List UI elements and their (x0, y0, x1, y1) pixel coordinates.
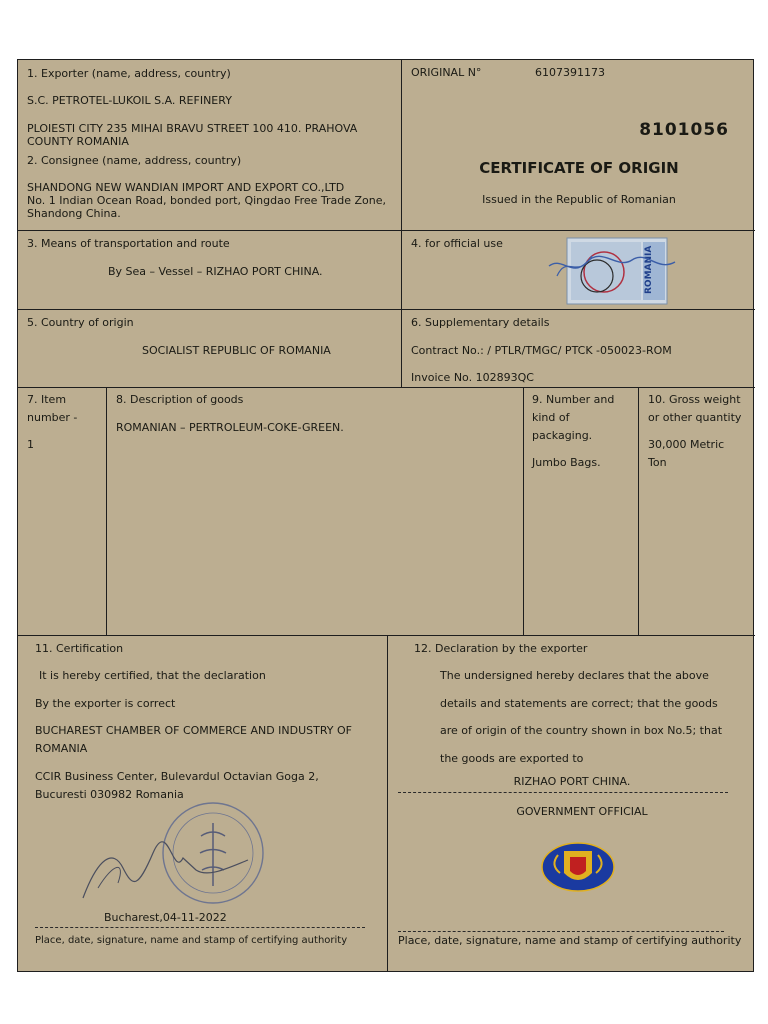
item-number-value: 1 (27, 438, 34, 451)
invoice-number: Invoice No. 102893QC (411, 371, 534, 384)
consignee-address-line2: Shandong China. (27, 207, 121, 220)
consignee-label: 2. Consignee (name, address, country) (27, 154, 242, 167)
exporter-address-line2: COUNTY ROMANIA (27, 135, 129, 148)
gross-weight-value-line1: 30,000 Metric (648, 438, 725, 451)
customs-stamp (547, 236, 677, 306)
certification-line2: By the exporter is correct (35, 697, 176, 710)
item-number-label-line1: 7. Item (27, 393, 67, 406)
contract-number: Contract No.: / PTLR/TMGC/ PTCK -050023-ROM (411, 344, 672, 357)
chamber-address-line1: CCIR Business Center, Bulevardul Octavian Goga 2, (35, 770, 319, 783)
certification-signature-line (35, 927, 365, 928)
certification-line1: It is hereby certified, that the declaration (39, 669, 266, 682)
chamber-line1: BUCHAREST CHAMBER OF COMMERCE AND INDUSTRY OF (35, 724, 353, 737)
declaration-line1: The undersigned hereby declares that the above (440, 669, 709, 682)
box-gross-weight (638, 387, 755, 635)
destination: RIZHAO PORT CHINA. (513, 775, 631, 788)
exporter-name: S.C. PETROTEL-LUKOIL S.A. REFINERY (27, 94, 232, 107)
packaging-label-line2: kind of (532, 411, 570, 424)
declaration-line4: the goods are exported to (440, 752, 584, 765)
original-number: 6107391173 (535, 66, 605, 79)
transport-value: By Sea – Vessel – RIZHAO PORT CHINA. (108, 265, 323, 278)
document-title: CERTIFICATE OF ORIGIN (479, 159, 679, 177)
certification-footer: Place, date, signature, name and stamp of certifying authority (35, 935, 348, 946)
packaging-value: Jumbo Bags. (532, 456, 601, 469)
declaration-label: 12. Declaration by the exporter (414, 642, 588, 655)
gross-weight-value-line2: Ton (648, 456, 667, 469)
box-supplementary (401, 309, 755, 387)
box-official-use (401, 230, 755, 309)
declaration-footer: Place, date, signature, name and stamp of certifying authority (398, 934, 742, 947)
country-of-origin-value: SOCIALIST REPUBLIC OF ROMANIA (142, 344, 331, 357)
box-packaging (523, 387, 638, 635)
certificate-sheet (17, 59, 754, 972)
romanian-coat-of-arms-icon (540, 837, 616, 897)
certification-label: 11. Certification (35, 642, 124, 655)
gross-weight-label-line2: or other quantity (648, 411, 742, 424)
supplementary-label: 6. Supplementary details (411, 316, 550, 329)
declaration-signature-line (398, 931, 724, 932)
packaging-label-line1: 9. Number and (532, 393, 615, 406)
declaration-separator (398, 792, 728, 793)
box-certificate-header (401, 60, 755, 230)
box-declaration (387, 635, 755, 971)
government-official: GOVERNMENT OFFICIAL (516, 805, 648, 818)
declaration-line2: details and statements are correct; that the goods (440, 697, 718, 710)
box-country-of-origin (18, 309, 401, 387)
certification-place-date: Bucharest,04-11-2022 (104, 911, 227, 924)
item-number-label-line2: number - (27, 411, 78, 424)
description-label: 8. Description of goods (116, 393, 244, 406)
box-transport (18, 230, 401, 309)
exporter-address-line1: PLOIESTI CITY 235 MIHAI BRAVU STREET 100 410. PRAHOVA (27, 122, 358, 135)
consignee-name: SHANDONG NEW WANDIAN IMPORT AND EXPORT CO.,LTD (27, 181, 345, 194)
chamber-seal-and-signature (78, 798, 278, 908)
packaging-label-line3: packaging. (532, 429, 593, 442)
country-of-origin-label: 5. Country of origin (27, 316, 134, 329)
gross-weight-label-line1: 10. Gross weight (648, 393, 741, 406)
original-number-label: ORIGINAL N° (411, 66, 482, 79)
transport-label: 3. Means of transportation and route (27, 237, 230, 250)
exporter-label: 1. Exporter (name, address, country) (27, 67, 231, 80)
description-value: ROMANIAN – PERTROLEUM-COKE-GREEN. (116, 421, 344, 434)
declaration-line3: are of origin of the country shown in box No.5; that (440, 724, 723, 737)
box-item-number (18, 387, 106, 635)
box-description (106, 387, 523, 635)
chamber-address-line2: Bucuresti 030982 Romania (35, 788, 184, 801)
box-exporter-consignee (18, 60, 401, 230)
official-use-label: 4. for official use (411, 237, 503, 250)
issued-in: Issued in the Republic of Romanian (482, 193, 676, 206)
certificate-serial: 8101056 (639, 120, 729, 140)
consignee-address-line1: No. 1 Indian Ocean Road, bonded port, Qingdao Free Trade Zone, (27, 194, 387, 207)
stamp-country: ROMANIA (644, 245, 654, 294)
chamber-line2: ROMANIA (35, 742, 88, 755)
box-certification (18, 635, 387, 971)
